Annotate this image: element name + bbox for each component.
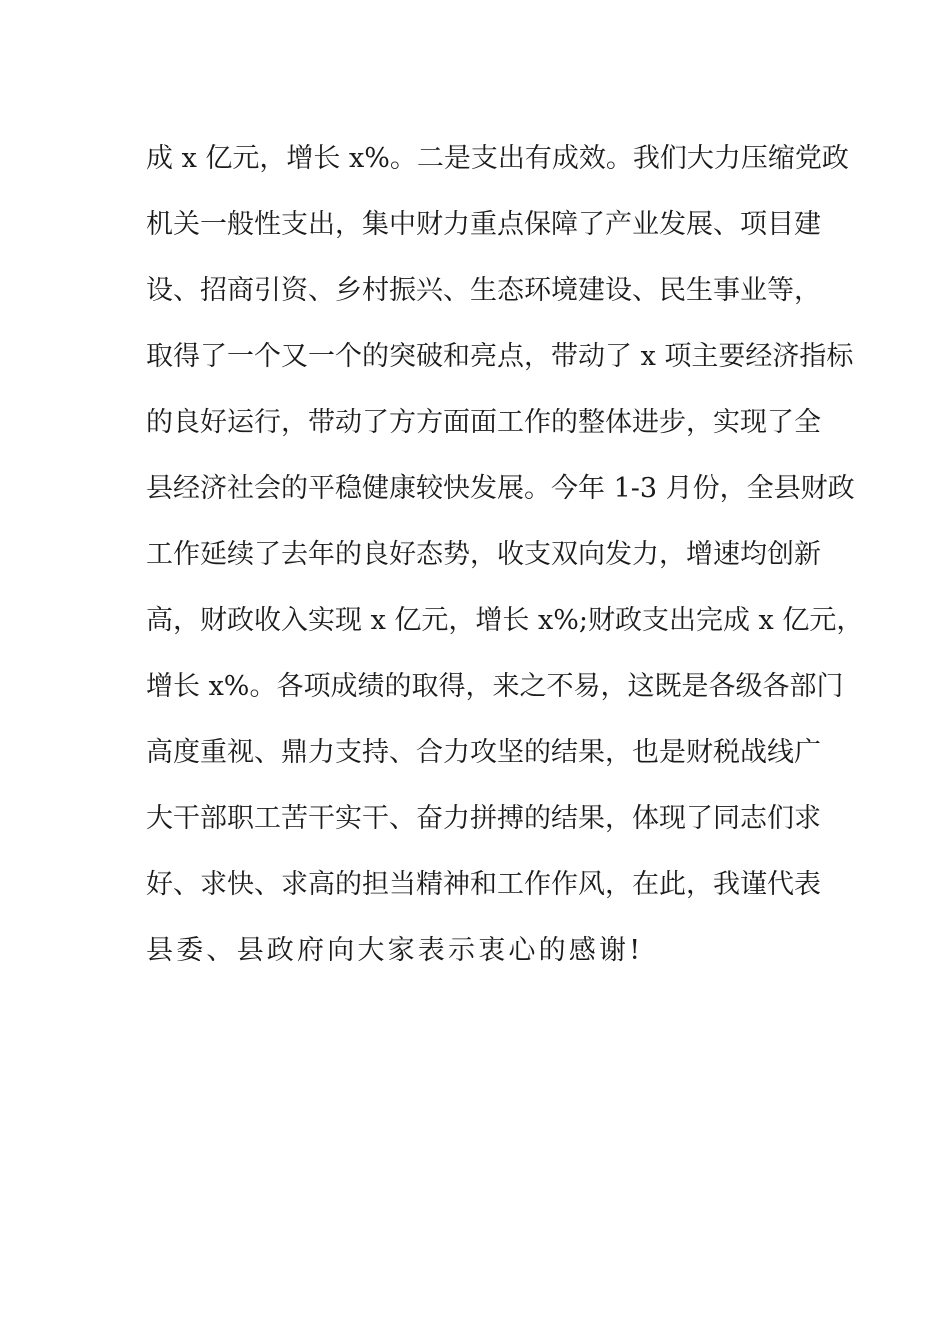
text-line: 大干部职工苦干实干、奋力拼搏的结果，体现了同志们求 (146, 803, 821, 834)
text-line: 取得了一个又一个的突破和亮点，带动了 x 项主要经济指标 (146, 341, 854, 372)
text-line: 高度重视、鼎力支持、合力攻坚的结果，也是财税战线广 (146, 737, 821, 768)
text-line: 增长 x%。各项成绩的取得，来之不易，这既是各级各部门 (146, 671, 844, 702)
text-line: 的良好运行，带动了方方面面工作的整体进步，实现了全 (146, 407, 821, 438)
text-line: 设、招商引资、乡村振兴、生态环境建设、民生事业等， (146, 275, 821, 306)
text-line: 高，财政收入实现 x 亿元，增长 x%;财政支出完成 x 亿元， (146, 605, 864, 636)
text-line: 成 x 亿元，增长 x%。二是支出有成效。我们大力压缩党政 (146, 143, 849, 174)
text-line: 机关一般性支出，集中财力重点保障了产业发展、项目建 (146, 209, 821, 240)
body-paragraph (146, 136, 864, 994)
text-line: 好、求快、求高的担当精神和工作作风，在此，我谨代表 (146, 869, 821, 900)
text-line: 工作延续了去年的良好态势，收支双向发力，增速均创新 (146, 539, 821, 570)
text-line: 县经济社会的平稳健康较快发展。今年 1-3 月份，全县财政 (146, 473, 855, 504)
text-line-last: 县委、县政府向大家表示衷心的感谢! (146, 935, 644, 966)
